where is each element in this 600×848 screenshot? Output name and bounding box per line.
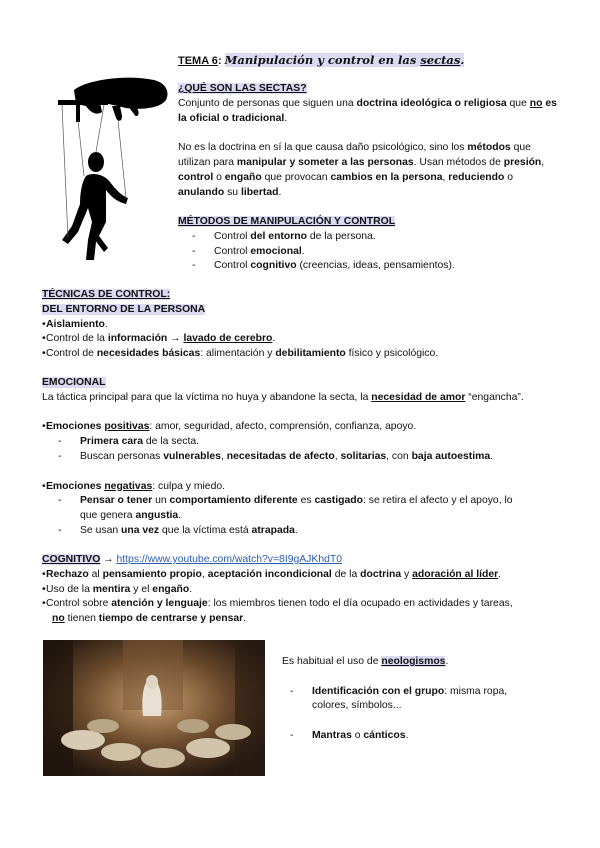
list-item: •Control sobre atención y lenguaje: los miembros tienen todo el día ocupado en actividades y tareas, [42, 598, 513, 610]
list-item: •Control de necesidades básicas: alimentación y debilitamiento físico y psicológico. [42, 348, 439, 360]
entorno-subheading: DEL ENTORNO DE LA PERSONA [42, 303, 206, 315]
list-item-continued: colores, símbolos... [312, 700, 402, 712]
list-item: •Emociones negativas: culpa y miedo. [42, 480, 226, 492]
list-item: - Control del entorno de la persona. [192, 230, 376, 242]
que-son-heading: ¿QUÉ SON LAS SECTAS? [178, 83, 307, 94]
list-item: - Mantras o cánticos. [290, 729, 409, 741]
list-item: - Control cognitivo (creencias, ideas, pensamientos). [192, 260, 455, 272]
list-item: - Identificación con el grupo: misma ropa, [290, 685, 508, 697]
cult-photo [43, 640, 265, 776]
list-item: •Uso de la mentira y el engaño. [42, 583, 193, 595]
list-item: - Se usan una vez que la víctima está atrapada. [58, 524, 298, 536]
cognitivo-heading: COGNITIVO [42, 554, 101, 565]
tecnicas-heading: TÉCNICAS DE CONTROL: [42, 289, 171, 300]
list-item: - Control emocional. [192, 245, 305, 257]
list-item-continued: que genera angustia. [80, 510, 182, 522]
list-item-continued: no tienen tiempo de centrarse y pensar. [52, 613, 247, 625]
list-item: •Control de la información → lavado de cerebro. [42, 333, 276, 345]
que-son-section [178, 82, 558, 200]
list-item: - Pensar o tener un comportamiento diferente es castigado: se retira el afecto y el apoyo, lo [58, 495, 513, 507]
que-son-p1: Conjunto de personas que siguen una doctrina ideológica o religiosa que no es la oficial o tradicional. [178, 97, 557, 124]
metodos-section [178, 215, 558, 274]
page-title: TEMA 6: Manipulación y control en las sectas. [178, 53, 465, 67]
emocional-section [42, 376, 572, 539]
metodos-heading: MÉTODOS DE MANIPULACIÓN Y CONTROL [178, 216, 396, 227]
puppet-illustration [56, 72, 174, 268]
list-item: - Primera cara de la secta. [58, 436, 199, 448]
list-item: •Rechazo al pensamiento propio, aceptación incondicional de la doctrina y adoración al líder. [42, 568, 502, 580]
list-item: •Emociones positivas: amor, seguridad, afecto, comprensión, confianza, apoyo. [42, 421, 417, 433]
list-item: - Buscan personas vulnerables, necesitadas de afecto, solitarias, con baja autoestima. [58, 450, 494, 462]
arrow: → [103, 554, 114, 565]
neologismos-section [282, 655, 582, 744]
neologismos-intro: Es habitual el uso de neologismos. [282, 656, 449, 667]
youtube-link[interactable]: https://www.youtube.com/watch?v=8I9gAJKhdT0 [116, 554, 343, 565]
emocional-heading: EMOCIONAL [42, 377, 106, 388]
cognitivo-section [42, 553, 582, 627]
list-item: •Aislamiento. [42, 318, 108, 330]
tecnicas-section [42, 288, 562, 362]
emocional-intro: La táctica principal para que la víctima no huya y abandone la secta, la necesidad de amor “engancha”. [42, 391, 524, 403]
que-son-p2: No es la doctrina en sí la que causa daño psicológico, sino los métodos que utilizan para manipular y someter a las personas. Usan métodos de presión, control o engaño que provocan cambios en la persona, reduciendo o anulando su libertad. [178, 142, 545, 198]
